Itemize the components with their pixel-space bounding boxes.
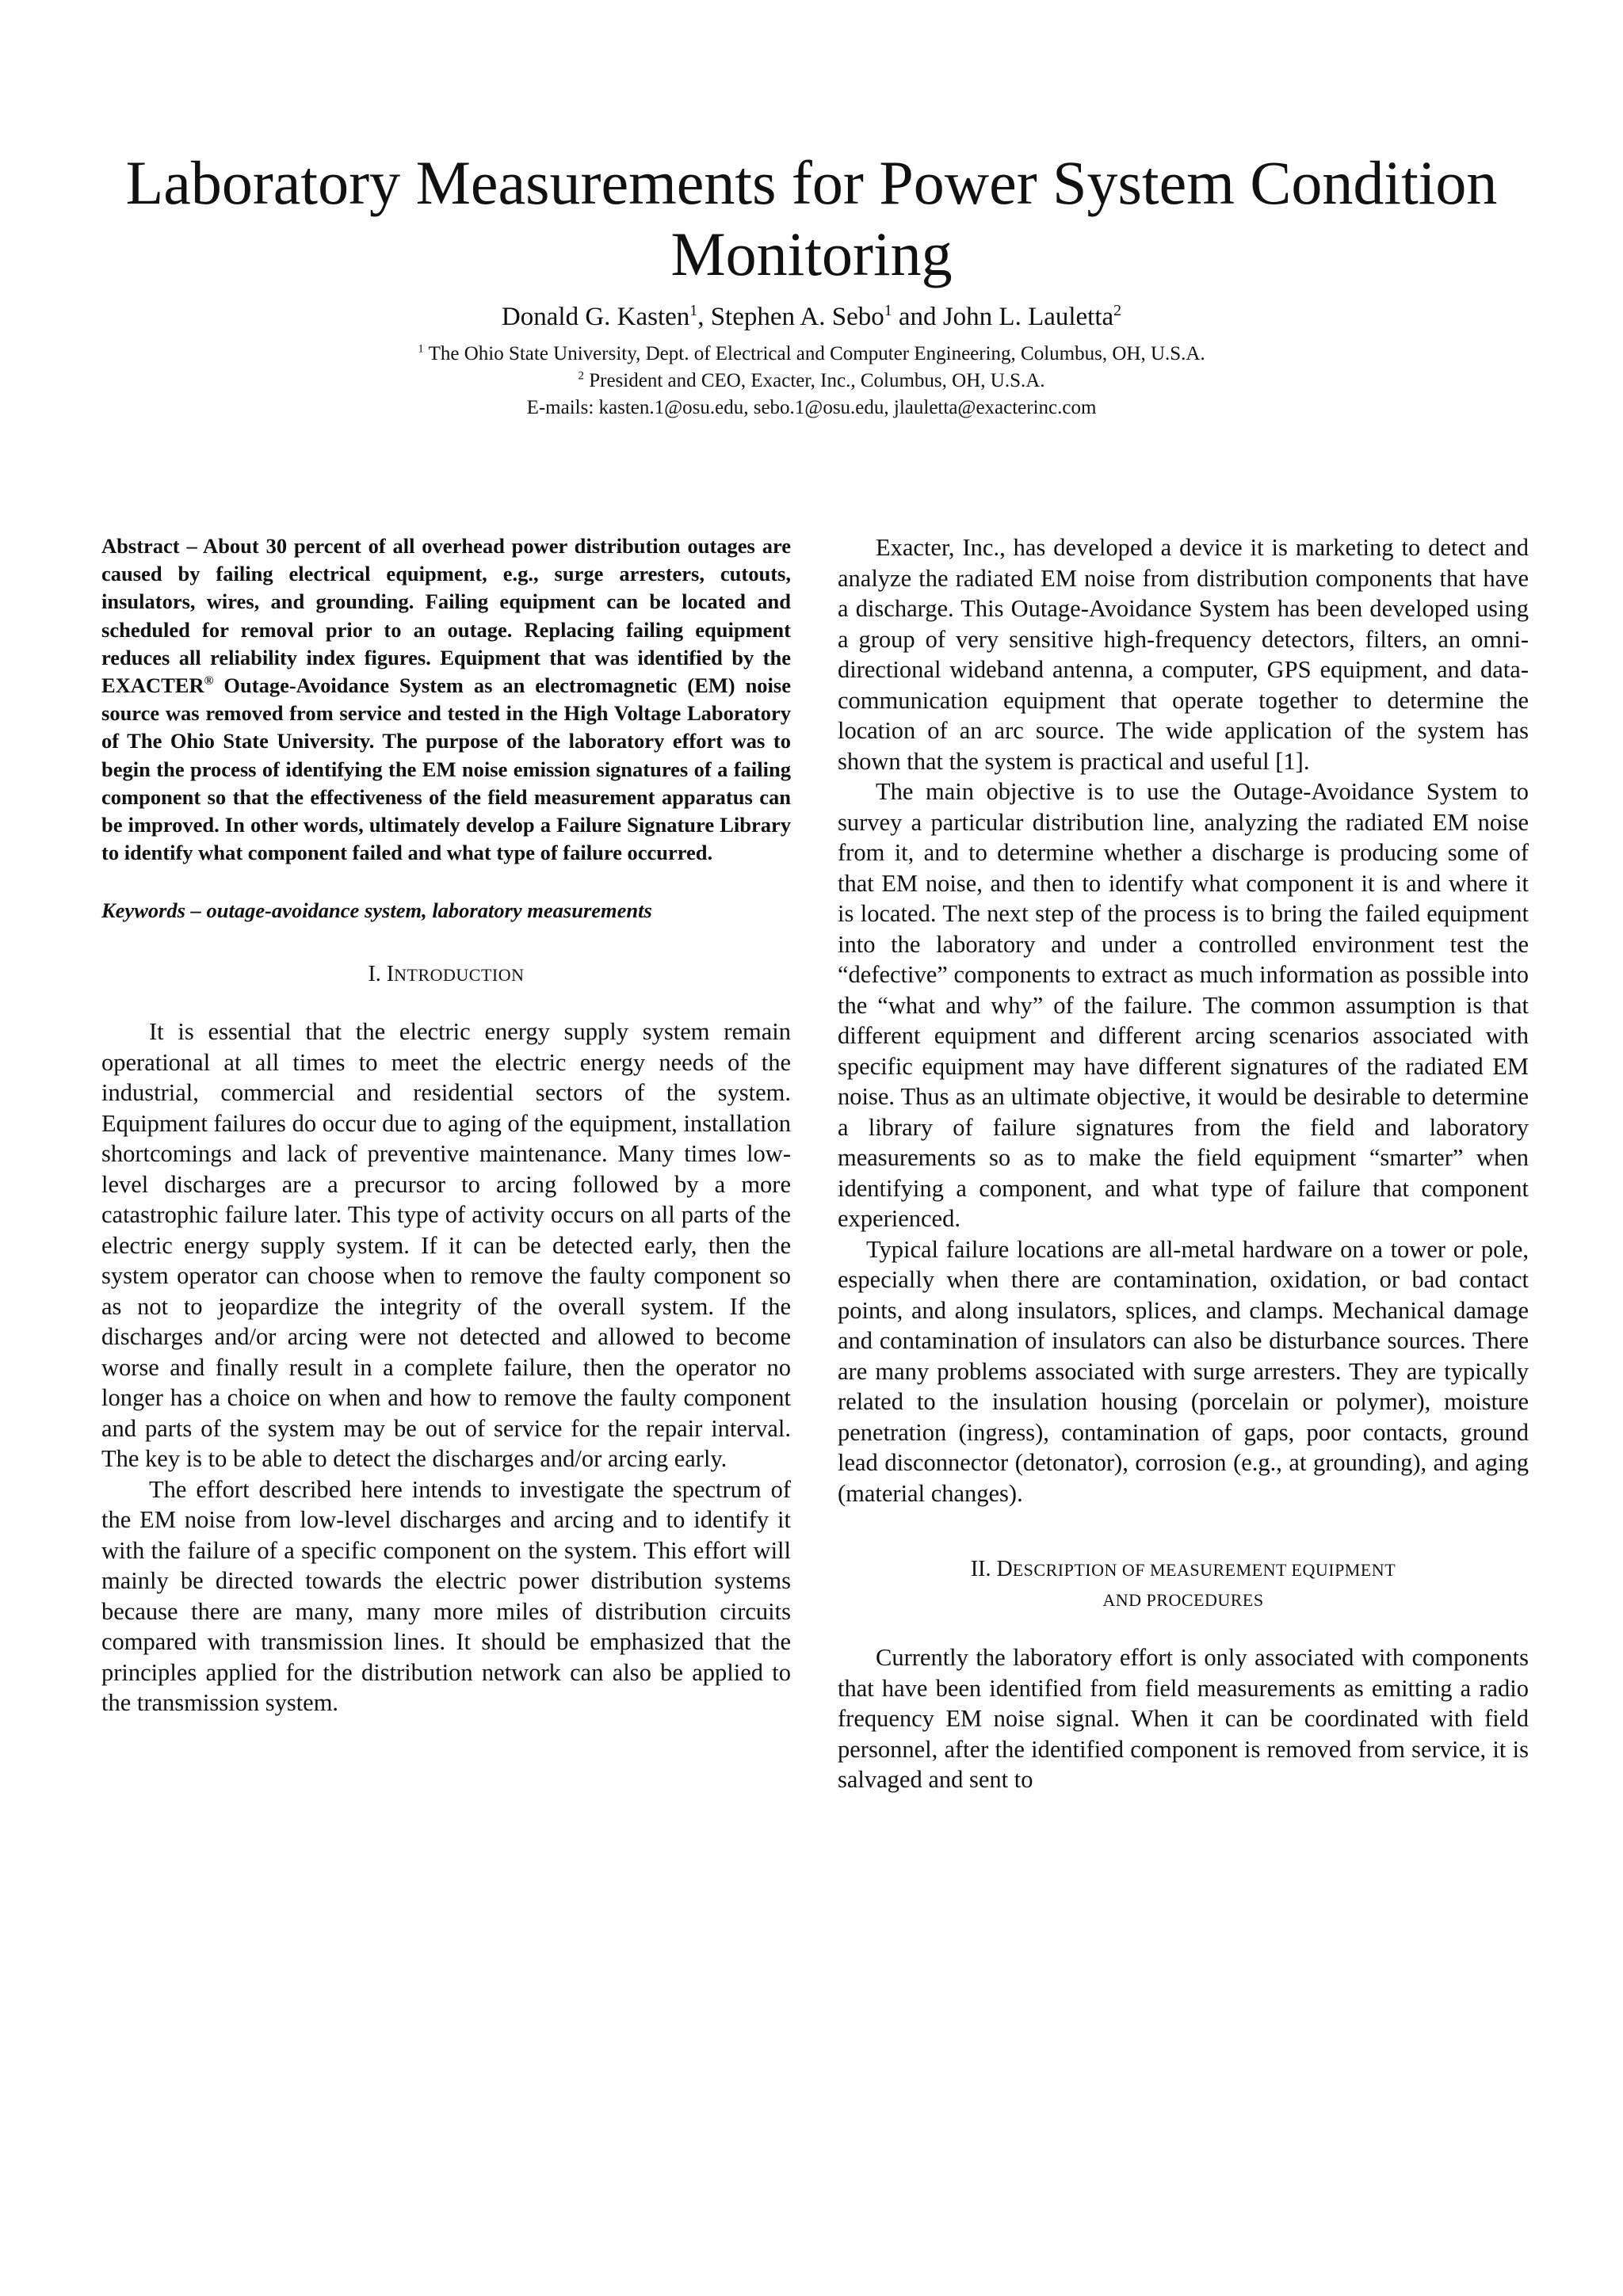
keywords: Keywords – outage-avoidance system, laboratory measurements	[101, 898, 652, 923]
section-title-rest: NTRODUCTION	[394, 965, 525, 986]
left-column	[101, 532, 791, 1718]
author-separator: ,	[697, 303, 711, 331]
author-affiliation-mark: 2	[1113, 302, 1122, 319]
paragraph: It is essential that the electric energy supply system remain operational at all times to meet the electric energy needs of the industrial, commercial and residential sectors of the system. Equipment failures do occur due to aging of the equipment, installation shortcomings and lack of preventive maintenance. Many times low-level discharges are a precursor to arcing followed by a more catastrophic failure later. This type of activity occurs on all parts of the electric energy supply system. If it can be detected early, then the system operator can choose when to remove the faulty component so as not to jeopardize the integrity of the overall system. If the discharges and/or arcing were not detected and allowed to become worse and finally result in a complete failure, then the operator no longer has a choice on when and how to remove the faulty component and parts of the system may be out of service for the repair interval. The key is to be able to detect the discharges and/or arcing early.	[101, 1018, 791, 1473]
section-heading-description	[838, 1554, 1529, 1615]
paragraph: Typical failure locations are all-metal hardware on a tower or pole, especially when there are contamination, oxidation, or bad contact points, and along insulators, splices, and clamps. Mechanical damage and contamination of insulators can also be disturbance sources. There are many problems associated with surge arresters. They are typically related to the insulation housing (porcelain or polymer), moisture penetration (ingress), contamination of gaps, poor contacts, ground lead disconnector (detonator), corrosion (e.g., at grounding), and aging (material changes).	[838, 1235, 1529, 1507]
affiliation-text: The Ohio State University, Dept. of Electrical and Computer Engineering, Columbus, OH, U.S.A.	[423, 343, 1205, 364]
affiliation-text: President and CEO, Exacter, Inc., Columbus, OH, U.S.A.	[583, 370, 1045, 391]
abstract-text: Outage-Avoidance System as an electromagnetic (EM) noise source was removed from service and tested in the High Voltage Laboratory of The Ohio State University. The purpose of the laboratory effort was to begin the process of identifying the EM noise emission signatures of a failing component so that the effectiveness of the field measurement apparatus can be improved. In other words, ultimately develop a Failure Signature Library to identify what component failed and what type of failure occurred.	[101, 673, 791, 865]
author-name: Donald G. Kasten	[501, 303, 690, 331]
section-title-initial: I	[386, 962, 395, 987]
affiliation-mark: 1	[418, 342, 424, 356]
paragraph: Currently the laboratory effort is only associated with components that have been identified from field measurements as emitting a radio frequency EM noise signal. When it can be coordinated with field personnel, after the identified component is removed from service, it is salvaged and sent to	[838, 1644, 1529, 1793]
section-numeral: II.	[970, 1557, 997, 1581]
page-title: Laboratory Measurements for Power System Condition Monitoring	[125, 148, 1498, 288]
author-name: John L. Lauletta	[942, 303, 1114, 331]
section-heading-line	[838, 1554, 1529, 1585]
affiliation-2	[119, 369, 1504, 393]
affiliation-mark: 2	[578, 369, 584, 383]
author-affiliation-mark: 1	[689, 302, 698, 319]
section-heading-introduction	[101, 959, 791, 990]
author-name: Stephen A. Sebo	[710, 303, 884, 331]
author-list	[119, 301, 1504, 333]
author-emails: E-mails: kasten.1@osu.edu, sebo.1@osu.edu, jlauletta@exacterinc.com	[526, 397, 1097, 418]
registered-mark: ®	[204, 674, 214, 688]
paragraph: The main objective is to use the Outage-Avoidance System to survey a particular distribution line, analyzing the radiated EM noise from it, and to determine whether a discharge is producing some of that EM noise, and then to identify what component it is and where it is located. The next step of the process is to bring the failed equipment into the laboratory and under a controlled environment test the “defective” components to extract as much information as possible into the “what and why” of the failure. The common assumption is that different equipment and different arcing scenarios associated with specific equipment may have different signatures of the radiated EM noise. Thus as an ultimate objective, it would be desirable to determine a library of failure signatures from the field and laboratory measurements so as to make the field equipment “smarter” when identifying a component, and what type of failure that component experienced.	[838, 778, 1529, 1232]
section-title-initial: D	[996, 1557, 1013, 1581]
abstract	[101, 532, 791, 867]
affiliation-1	[119, 342, 1504, 366]
paragraph: Exacter, Inc., has developed a device it is marketing to detect and analyze the radiated EM noise from distribution components that have a discharge. This Outage-Avoidance System has been developed using a group of very sensitive high-frequency detectors, filters, an omni-directional wideband antenna, a computer, GPS equipment, and data-communication equipment that operate together to determine the location of an arc source. The wide application of the system has shown that the system is practical and useful [1].	[838, 534, 1529, 775]
author-separator: and	[892, 303, 943, 331]
abstract-text: Abstract – About 30 percent of all overhead power distribution outages are caused by failing electrical equipment, e.g., surge arresters, cutouts, insulators, wires, and grounding. Failing equipment can be located and scheduled for removal prior to an outage. Replacing failing equipment reduces all reliability index figures. Equipment that was identified by the EXACTER	[101, 534, 791, 698]
paragraph: The effort described here intends to investigate the spectrum of the EM noise from low-level discharges and arcing and to identify it with the failure of a specific component on the system. This effort will mainly be directed towards the electric power distribution systems because there are many, many more miles of distribution circuits compared with transmission lines. It should be emphasized that the principles applied for the distribution network can also be applied to the transmission system.	[101, 1475, 791, 1717]
section-numeral: I.	[368, 962, 387, 987]
author-affiliation-mark: 1	[884, 302, 892, 319]
section-title-rest: ESCRIPTION OF MEASUREMENT EQUIPMENT	[1012, 1560, 1396, 1580]
section-heading-line: AND PROCEDURES	[1102, 1590, 1264, 1610]
right-column	[838, 532, 1529, 1795]
